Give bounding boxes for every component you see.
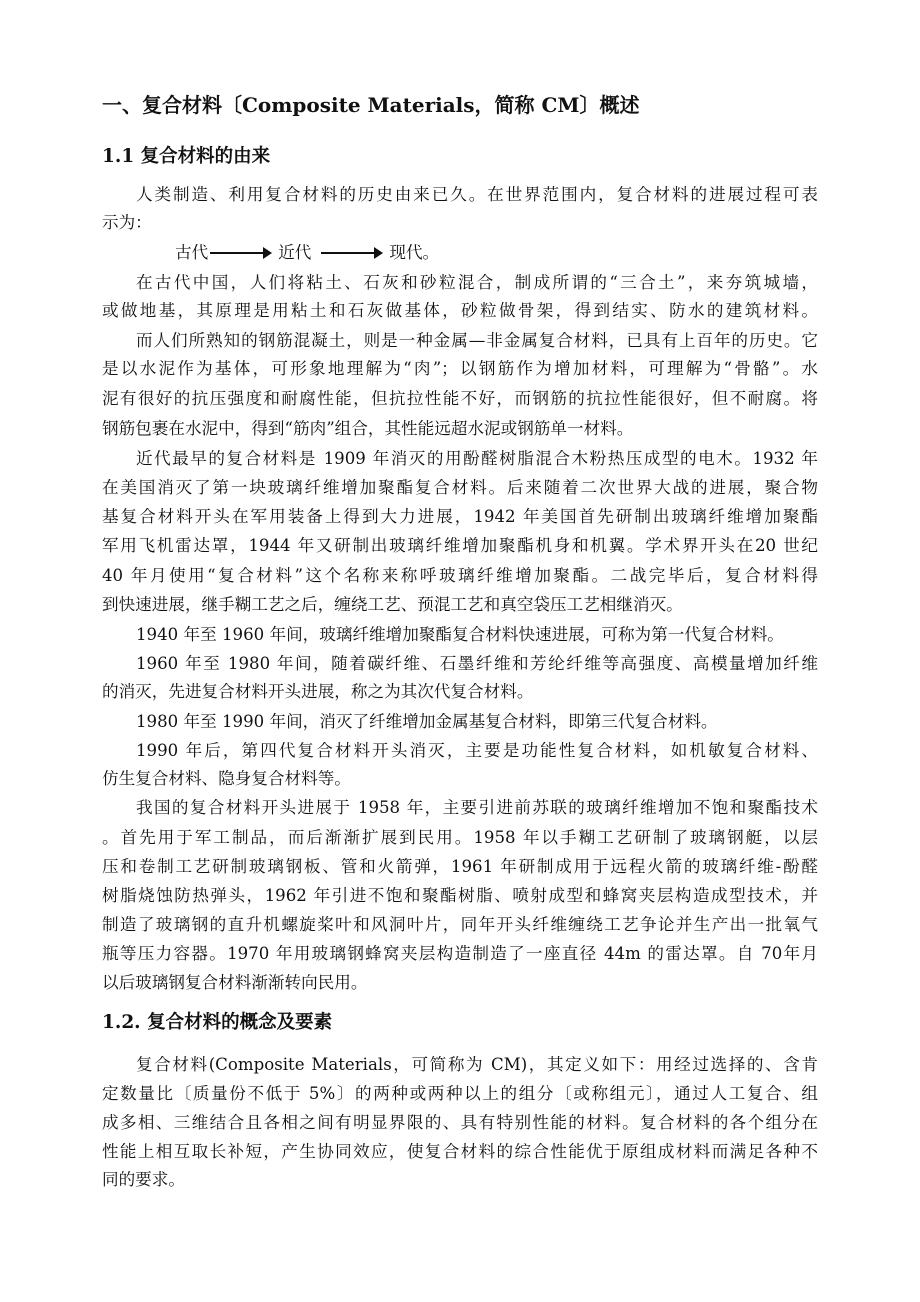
page-title: 一、复合材料〔Composite Materials，简称 CM〕概述 [102,93,640,117]
paragraph-line: 1940 年至 1960 年间，玻璃纤维增加聚酯复合材料快速进展，可称为第一代复合材料。 [136,625,784,644]
paragraph-line: 仿生复合材料、隐身复合材料等。 [102,769,351,788]
paragraph-line: 1960 年至 1980 年间，随着碳纤维、石墨纤维和芳纶纤维等高强度、高模量增加纤维 [136,654,818,673]
paragraph-line: 泥有很好的抗压强度和耐腐性能，但抗拉性能不好，而钢筋的抗拉性能很好，但不耐腐。将 [102,389,818,408]
paragraph-line: 钢筋包裹在水泥中，得到“筋肉”组合，其性能远超水泥或钢筋单一材料。 [102,419,634,438]
paragraph-line: 军用飞机雷达罩，1944 年又研制出玻璃纤维增加聚酯机身和机翼。学术界开头在20 世纪 [102,536,818,555]
flow-contemporary: 现代。 [389,243,440,262]
paragraph-line: 复合材料(Composite Materials，可简称为 CM)，其定义如下：用经过选择的、含肯 [136,1055,818,1074]
section-heading-1-2: 1.2. 复合材料的概念及要素 [102,1012,333,1033]
flow-ancient: 古代 [175,243,209,262]
paragraph-line: 人类制造、利用复合材料的历史由来已久。在世界范围内，复合材料的进展过程可表 [136,185,818,204]
paragraph-line: 压和卷制工艺研制玻璃钢板、管和火箭弹，1961 年研制成用于远程火箭的玻璃纤维-酚醛 [102,857,818,876]
paragraph-line: 而人们所熟知的钢筋混凝土，则是一种金属—非金属复合材料，已具有上百年的历史。它 [136,331,818,350]
paragraph-line: 定数量比〔质量份不低于 5%〕的两种或两种以上的组分〔或称组元〕，通过人工复合、组 [102,1084,818,1103]
paragraph-line: 在古代中国，人们将粘土、石灰和砂粒混合，制成所谓的“三合土”，来夯筑城墙， [136,273,818,292]
paragraph-line: 示为： [102,213,152,232]
paragraph-line: 性能上相互取长补短，产生协同效应，使复合材料的综合性能优于原组成材料而满足各种不 [102,1142,818,1161]
paragraph-line: 近代最早的复合材料是 1909 年消灭的用酚醛树脂混合木粉热压成型的电木。1932 年 [136,449,818,468]
arrow-right-icon [210,252,268,254]
paragraph-line: 我国的复合材料开头进展于 1958 年，主要引进前苏联的玻璃纤维增加不饱和聚酯技术 [136,798,818,817]
paragraph-line: 树脂烧蚀防热弹头，1962 年引进不饱和聚酯树脂、喷射成型和蜂窝夹层构造成型技术，并 [102,886,818,905]
section-heading-1-1: 1.1 复合材料的由来 [102,146,271,167]
paragraph-line: 1990 年后，第四代复合材料开头消灭，主要是功能性复合材料，如机敏复合材料、 [136,741,818,760]
paragraph-line: 到快速进展，继手糊工艺之后，缠绕工艺、预混工艺和真空袋压工艺相继消灭。 [102,595,683,614]
history-flow [175,242,439,264]
paragraph-line: 的消灭，先进复合材料开头进展，称之为其次代复合材料。 [102,682,534,701]
paragraph-line: 在美国消灭了第一块玻璃纤维增加聚酯复合材料。后来随着二次世界大战的进展，聚合物 [102,478,818,497]
paragraph-line: 瓶等压力容器。1970 年用玻璃钢蜂窝夹层构造制造了一座直径 44m 的雷达罩。自 70年月 [102,944,818,963]
flow-modern-early: 近代 [278,243,312,262]
paragraph-line: 。首先用于军工制品，而后渐渐扩展到民用。1958 年以手糊工艺研制了玻璃钢艇，以层 [102,828,818,847]
paragraph-line: 1980 年至 1990 年间，消灭了纤维增加金属基复合材料，即第三代复合材料。 [136,712,718,731]
paragraph-line: 成多相、三维结合且各相之间有明显界限的、具有特别性能的材料。复合材料的各个组分在 [102,1113,818,1132]
paragraph-line: 40 年月使用“复合材料”这个名称来称呼玻璃纤维增加聚酯。二战完毕后，复合材料得 [102,566,818,585]
paragraph-line: 制造了玻璃钢的直升机螺旋桨叶和风洞叶片，同年开头纤维缠绕工艺争论并生产出一批氧气 [102,915,818,934]
paragraph-line: 是以水泥作为基体，可形象地理解为“肉”；以钢筋作为增加材料，可理解为“骨骼”。水 [102,359,818,378]
paragraph-line: 或做地基，其原理是用粘土和石灰做基体，砂粒做骨架，得到结实、防水的建筑材料。 [102,301,818,320]
paragraph-line: 基复合材料开头在军用装备上得到大力进展，1942 年美国首先研制出玻璃纤维增加聚酯 [102,507,818,526]
arrow-right-icon [321,252,379,254]
paragraph-line: 同的要求。 [102,1170,185,1189]
paragraph-line: 以后玻璃钢复合材料渐渐转向民用。 [102,973,368,992]
